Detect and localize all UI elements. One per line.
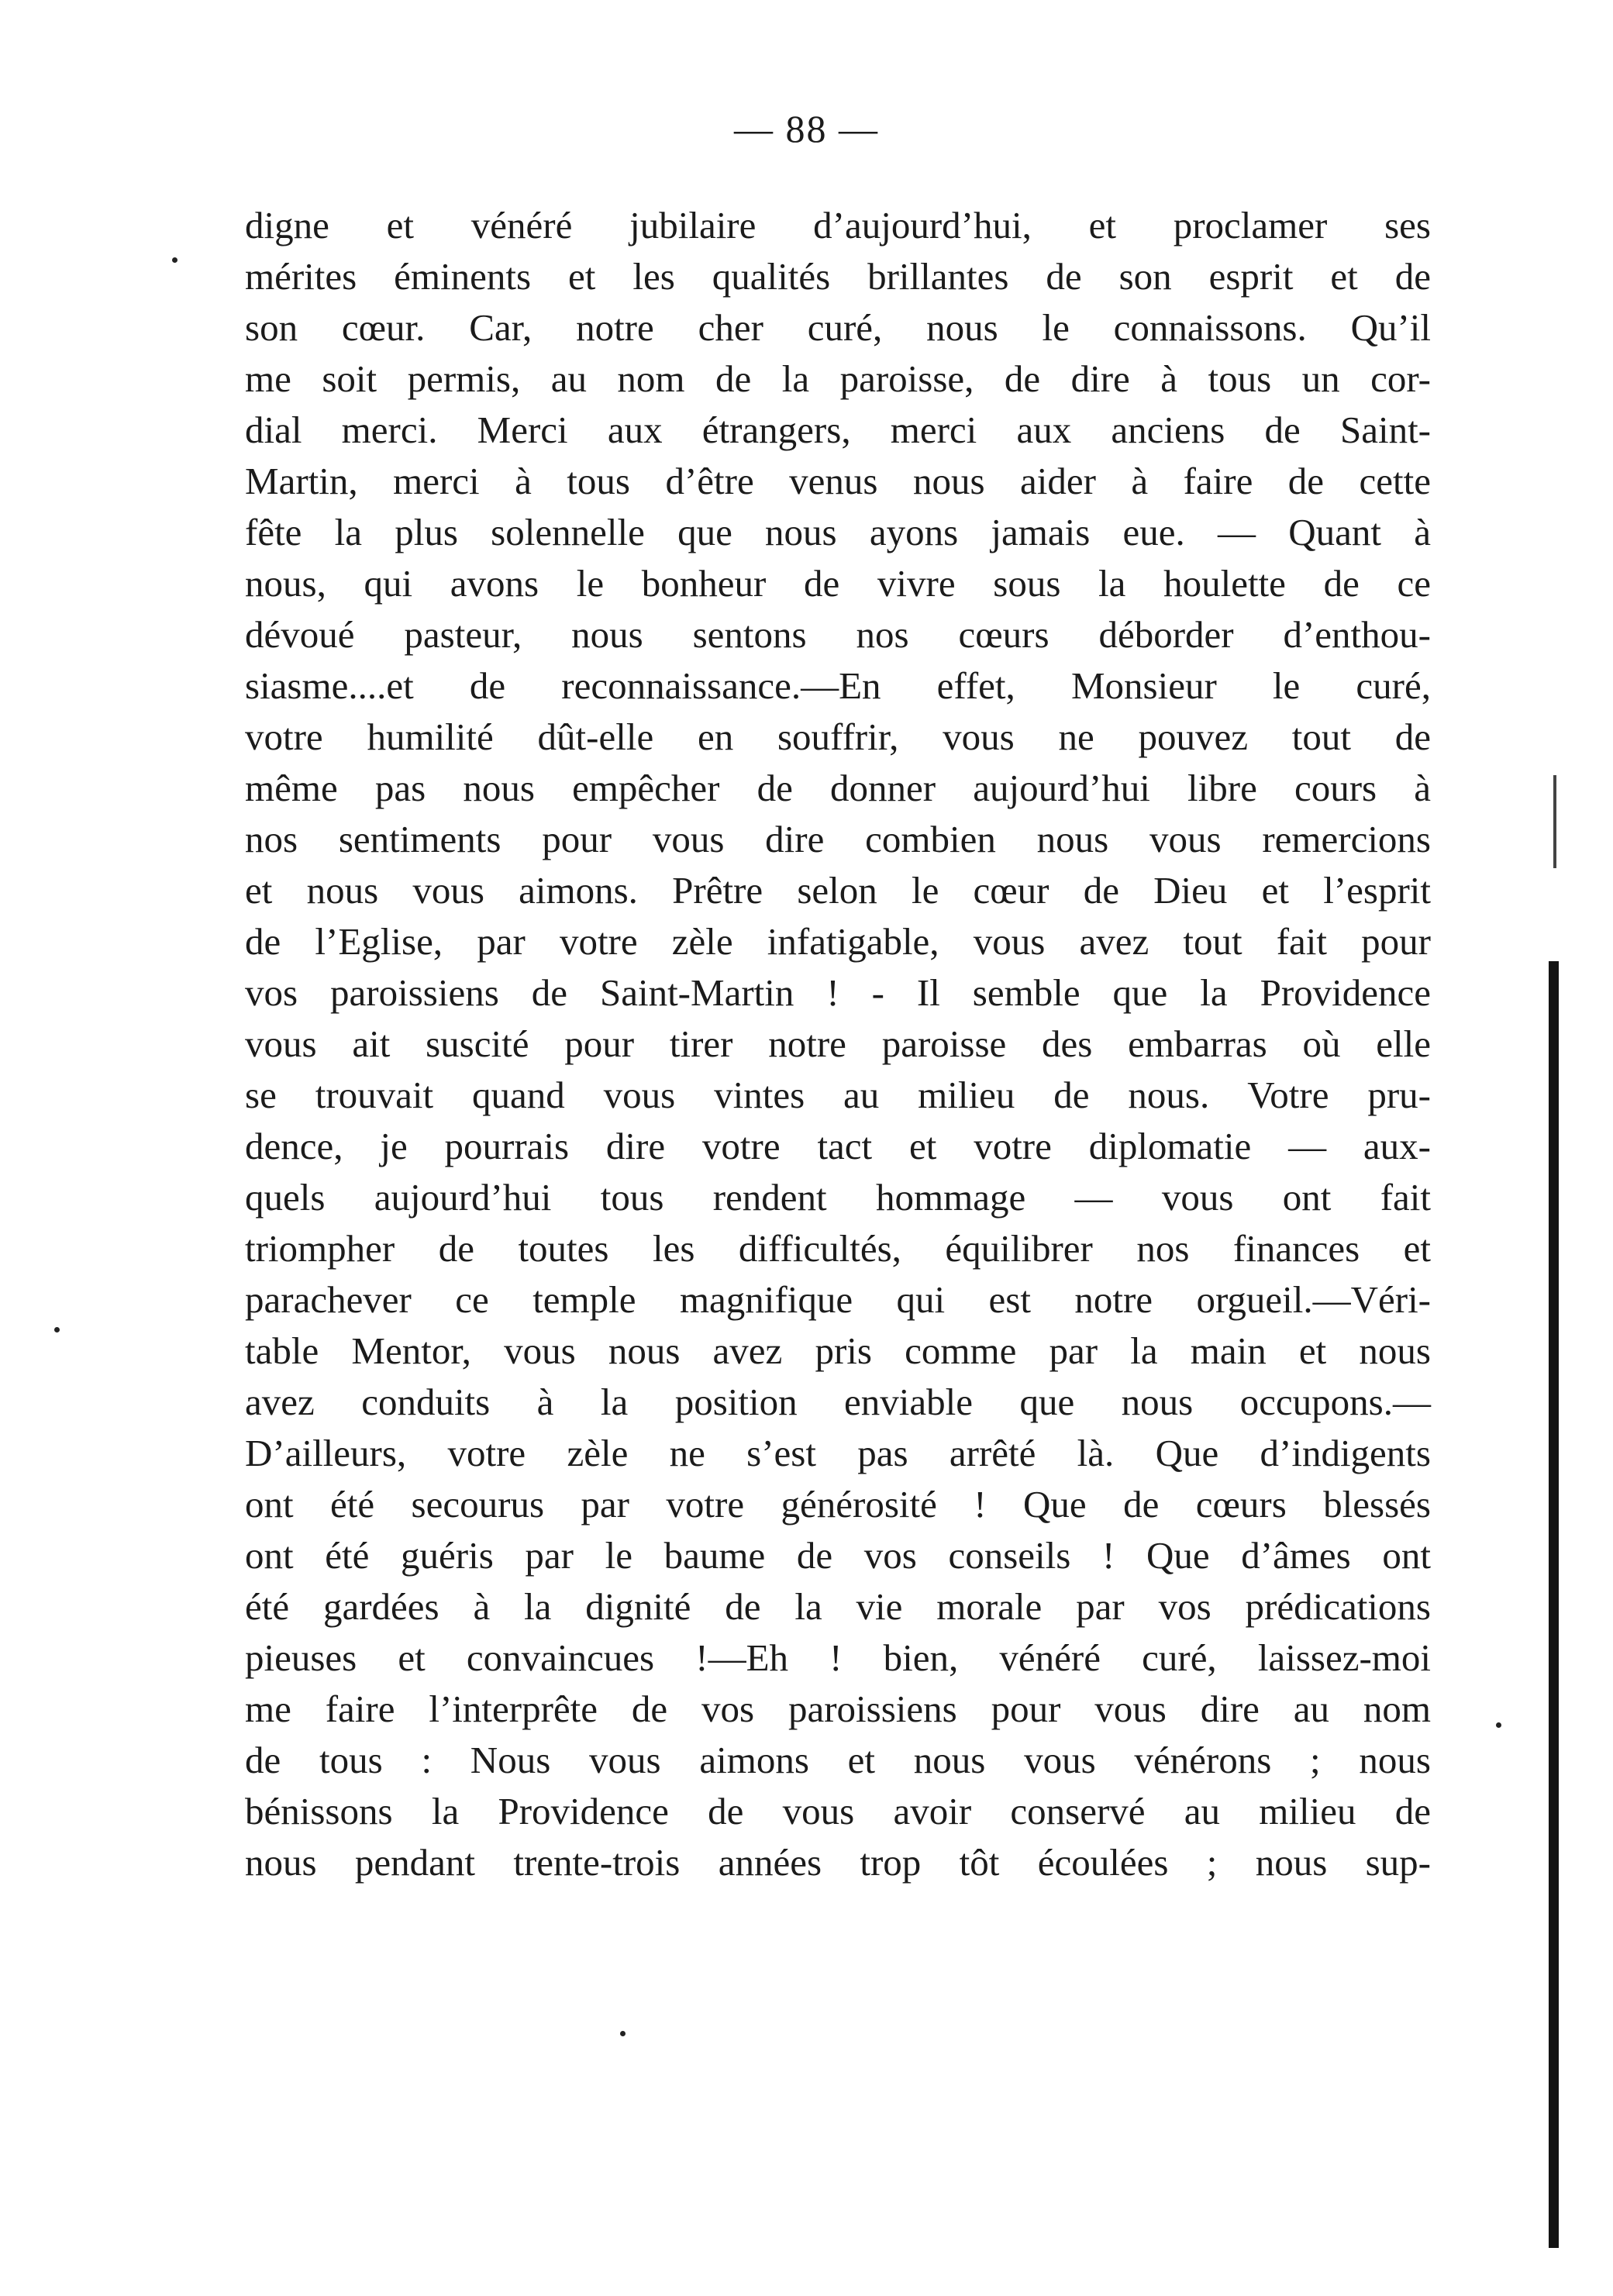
scan-speck [172,257,177,263]
text-line: D’ailleurs, votre zèle ne s’est pas arrêté là. Que d’indigents [245,1432,1431,1474]
text-line: parachever ce temple magnifique qui est notre orgueil.—Véri- [245,1278,1431,1321]
text-line: fête la plus solennelle que nous ayons jamais eue. — Quant à [245,511,1431,553]
text-line: me faire l’interprête de vos paroissiens pour vous dire au nom [245,1688,1431,1730]
text-line: même pas nous empêcher de donner aujourd’hui libre cours à [245,767,1431,809]
text-line: dence, je pourrais dire votre tact et votre diplomatie — aux- [245,1125,1431,1167]
text-line: vos paroissiens de Saint-Martin ! - Il semble que la Providence [245,971,1431,1014]
text-line: son cœur. Car, notre cher curé, nous le connaissons. Qu’il [245,306,1431,349]
text-line: siasme....et de reconnaissance.—En effet, Monsieur le curé, [245,664,1431,707]
text-line: votre humilité dût-elle en souffrir, vous ne pouvez tout de [245,715,1431,758]
scan-speck [54,1327,60,1332]
text-line: de l’Eglise, par votre zèle infatigable, vous avez tout fait pour [245,920,1431,963]
text-line: pieuses et convaincues !—Eh ! bien, vénéré curé, laissez-moi [245,1636,1431,1679]
text-line: nous pendant trente-trois années trop tôt écoulées ; nous sup- [245,1841,1431,1884]
text-line: été gardées à la dignité de la vie morale par vos prédications [245,1585,1431,1628]
page-number: — 88 — [734,107,879,150]
text-line: ont été secourus par votre générosité ! Que de cœurs blessés [245,1483,1431,1525]
text-line: table Mentor, vous nous avez pris comme par la main et nous [245,1329,1431,1372]
text-line: Martin, merci à tous d’être venus nous aider à faire de cette [245,460,1431,502]
text-line: digne et vénéré jubilaire d’aujourd’hui, et proclamer ses [245,204,1431,246]
text-line: et nous vous aimons. Prêtre selon le cœur de Dieu et l’esprit [245,869,1431,912]
margin-scan-mark [1553,775,1556,868]
text-line: ont été guéris par le baume de vos conseils ! Que d’âmes ont [245,1534,1431,1577]
text-line: de tous : Nous vous aimons et nous vous vénérons ; nous [245,1739,1431,1781]
text-line: dial merci. Merci aux étrangers, merci aux anciens de Saint- [245,409,1431,451]
text-line: me soit permis, au nom de la paroisse, de dire à tous un cor- [245,357,1431,400]
margin-scan-bar [1549,961,1559,2248]
text-line: nous, qui avons le bonheur de vivre sous la houlette de ce [245,562,1431,605]
body-text [245,200,1431,1888]
text-line: bénissons la Providence de vous avoir conservé au milieu de [245,1790,1431,1832]
text-line: triompher de toutes les difficultés, équilibrer nos finances et [245,1227,1431,1270]
text-line: vous ait suscité pour tirer notre paroisse des embarras où elle [245,1022,1431,1065]
text-line: dévoué pasteur, nous sentons nos cœurs déborder d’enthou- [245,613,1431,656]
scan-speck [620,2031,626,2036]
text-line: quels aujourd’hui tous rendent hommage — vous ont fait [245,1176,1431,1219]
text-line: avez conduits à la position enviable que nous occupons.— [245,1381,1431,1423]
text-line: mérites éminents et les qualités brillantes de son esprit et de [245,255,1431,298]
text-line: se trouvait quand vous vintes au milieu de nous. Votre pru- [245,1074,1431,1116]
scan-speck [1496,1722,1501,1728]
text-line: nos sentiments pour vous dire combien nous vous remercions [245,818,1431,860]
